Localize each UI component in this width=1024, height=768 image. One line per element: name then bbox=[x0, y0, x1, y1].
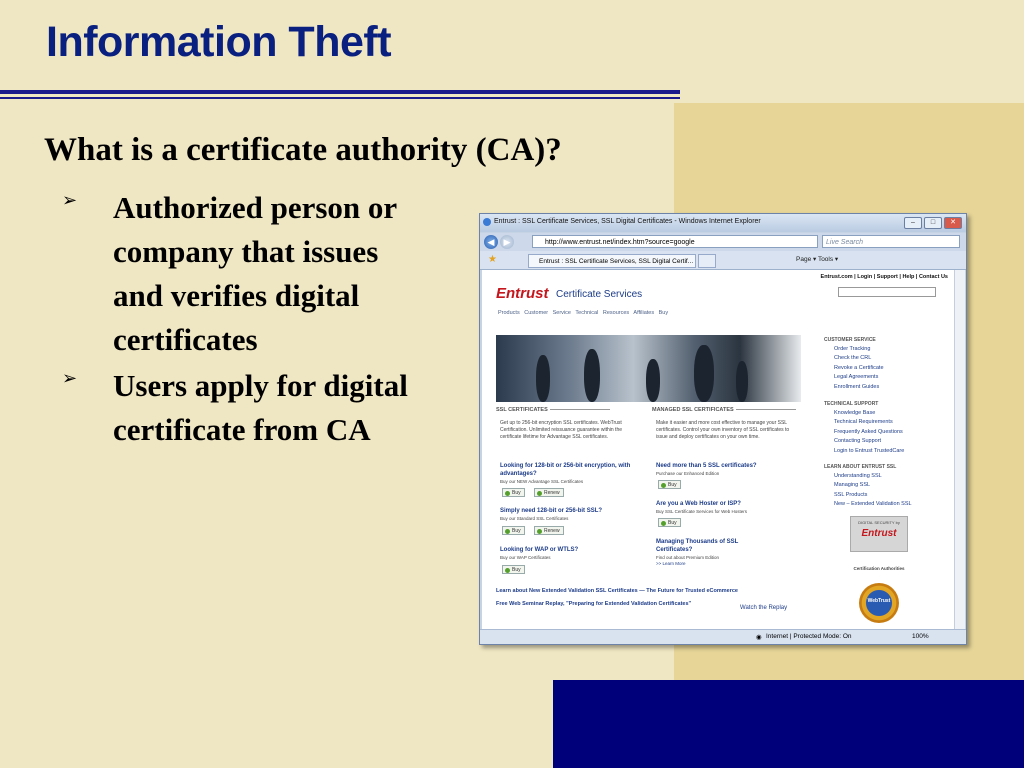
nav-products[interactable]: Products bbox=[498, 310, 520, 316]
web-page bbox=[482, 270, 954, 629]
list-item[interactable]: Legal Agreements bbox=[834, 374, 879, 381]
tech-support-list bbox=[834, 409, 904, 456]
ssl-item-title[interactable]: Simply need 128-bit or 256-bit SSL? bbox=[500, 508, 603, 514]
managed-item-sub: Buy SSL Certificate Services for Web Hosters bbox=[656, 509, 748, 514]
list-item[interactable]: Technical Requirements bbox=[834, 419, 893, 426]
status-bar bbox=[480, 629, 966, 644]
watch-replay-link[interactable]: Watch the Replay bbox=[740, 605, 788, 611]
managed-item-title[interactable]: Need more than 5 SSL certificates? bbox=[656, 463, 757, 469]
ssl-item-title[interactable]: Looking for WAP or WTLS? bbox=[500, 547, 579, 553]
managed-item-sub: Find out about Premium Edition bbox=[656, 555, 720, 560]
buy-button[interactable]: Buy bbox=[502, 526, 525, 535]
webtrust-seal[interactable] bbox=[859, 583, 899, 623]
tech-support-heading: TECHNICAL SUPPORT bbox=[824, 401, 879, 407]
ssl-heading: SSL CERTIFICATES bbox=[496, 407, 610, 413]
ie-icon bbox=[483, 218, 491, 226]
search-input[interactable]: Live Search bbox=[822, 235, 960, 248]
nav-buy[interactable]: Buy bbox=[658, 310, 669, 316]
favorites-star-icon[interactable]: ★ bbox=[488, 254, 497, 265]
list-item[interactable]: Managing SSL bbox=[834, 482, 871, 489]
learn-ssl-list bbox=[834, 472, 912, 510]
badge-logo: Entrust bbox=[861, 528, 897, 539]
buy-button[interactable]: Buy bbox=[658, 480, 681, 489]
list-item[interactable]: SSL Products bbox=[834, 491, 868, 498]
list-item[interactable]: Contacting Support bbox=[834, 438, 882, 445]
navy-corner-block bbox=[553, 680, 1024, 768]
nav-customer-service[interactable]: Customer Service bbox=[524, 310, 571, 316]
forward-icon[interactable]: ▶ bbox=[500, 235, 514, 249]
ssl-description: Get up to 256-bit encryption SSL certificates. WebTrust Certification. Unlimited reissuance guarantee within the certificate lifetime for Advantage SSL certificates. bbox=[500, 420, 623, 440]
logo-subtitle: Certificate Services bbox=[556, 289, 643, 300]
slide-title: Information Theft bbox=[46, 18, 392, 66]
site-search-input[interactable] bbox=[838, 287, 936, 297]
new-tab-button[interactable] bbox=[698, 254, 716, 268]
list-item[interactable]: Order Tracking bbox=[834, 346, 871, 352]
browser-window bbox=[479, 213, 967, 645]
nav-technical[interactable]: Technical bbox=[575, 310, 599, 316]
status-zone: Internet | Protected Mode: On bbox=[766, 633, 852, 640]
bullet-text: Users apply for digital certificate from CA bbox=[113, 368, 408, 447]
learn-more-link[interactable]: >> Learn More bbox=[656, 561, 686, 566]
webtrust-label: WebTrust bbox=[867, 598, 891, 604]
list-item[interactable]: Understanding SSL bbox=[834, 473, 882, 479]
ssl-item-sub: Buy our WAP Certificates bbox=[500, 555, 551, 560]
hero-image bbox=[496, 335, 801, 402]
back-icon[interactable]: ◀ bbox=[484, 235, 498, 249]
managed-item-title[interactable]: Managing Thousands of SSL Certificates? bbox=[656, 539, 739, 553]
maximize-button[interactable]: □ bbox=[924, 217, 942, 229]
globe-icon: ◉ bbox=[756, 634, 762, 641]
vertical-scrollbar[interactable] bbox=[954, 270, 965, 629]
renew-button[interactable]: Renew bbox=[534, 526, 564, 535]
list-item[interactable]: Enrollment Guides bbox=[834, 383, 880, 390]
close-button[interactable]: ✕ bbox=[944, 217, 962, 229]
command-bar[interactable]: Page ▾ Tools ▾ bbox=[796, 256, 839, 263]
address-row bbox=[480, 233, 966, 251]
arrow-bullet-icon: ➢ bbox=[62, 368, 78, 389]
minimize-button[interactable]: – bbox=[904, 217, 922, 229]
list-item[interactable]: Frequently Asked Questions bbox=[834, 428, 903, 435]
ca-label: Certification Authorities bbox=[853, 566, 905, 571]
buy-button[interactable]: Buy bbox=[502, 488, 525, 497]
customer-service-heading: CUSTOMER SERVICE bbox=[824, 337, 876, 343]
buy-button[interactable]: Buy bbox=[502, 565, 525, 574]
list-item[interactable]: New – Extended Validation SSL bbox=[834, 501, 912, 508]
customer-service-list bbox=[834, 345, 884, 392]
list-item[interactable]: Check the CRL bbox=[834, 355, 872, 362]
managed-ssl-heading: MANAGED SSL CERTIFICATES bbox=[652, 407, 796, 413]
managed-item-sub: Purchase our Enhanced Edition bbox=[656, 471, 720, 476]
window-titlebar bbox=[480, 214, 966, 232]
seminar-link[interactable]: Free Web Seminar Replay, "Preparing for Extended Validation Certificates" bbox=[496, 601, 692, 607]
site-nav bbox=[498, 310, 668, 316]
ev-link[interactable]: Learn about New Extended Validation SSL Certificates — The Future for Trusted eCommerce bbox=[496, 588, 738, 594]
renew-button[interactable]: Renew bbox=[534, 488, 564, 497]
managed-item-title[interactable]: Are you a Web Hoster or ISP? bbox=[656, 501, 741, 507]
address-bar[interactable]: http://www.entrust.net/index.htm?source=google bbox=[532, 235, 818, 248]
zoom-level[interactable]: 100% bbox=[912, 633, 929, 640]
ssl-item-title[interactable]: Looking for 128-bit or 256-bit encryption, with advantages? bbox=[500, 463, 631, 477]
nav-resources[interactable]: Resources bbox=[602, 310, 630, 316]
slide-question: What is a certificate authority (CA)? bbox=[44, 132, 562, 168]
entrust-badge[interactable] bbox=[850, 516, 908, 552]
tab-entrust[interactable]: Entrust : SSL Certificate Services, SSL Digital Certif... bbox=[528, 254, 696, 268]
list-item[interactable]: Knowledge Base bbox=[834, 410, 876, 416]
entrust-logo: Entrust bbox=[496, 285, 549, 302]
arrow-bullet-icon: ➢ bbox=[62, 190, 78, 211]
title-rule bbox=[0, 90, 680, 94]
top-links[interactable]: Entrust.com | Login | Support | Help | Contact Us bbox=[820, 274, 948, 280]
nav-affiliates[interactable]: Affiliates bbox=[633, 310, 655, 316]
learn-ssl-heading: LEARN ABOUT ENTRUST SSL bbox=[824, 464, 897, 470]
bullet-text: Authorized person or company that issues and verifies digital certificates bbox=[113, 190, 397, 357]
ssl-item-sub: Buy our NEW Advantage SSL Certificates bbox=[500, 479, 584, 484]
buy-button[interactable]: Buy bbox=[658, 518, 681, 527]
title-rule-thin bbox=[0, 97, 680, 99]
badge-caption: DIGITAL SECURITY by bbox=[858, 520, 900, 525]
window-title: Entrust : SSL Certificate Services, SSL Digital Certificates - Windows Internet Explorer bbox=[494, 218, 761, 225]
tab-row bbox=[480, 251, 966, 270]
list-item[interactable]: Revoke a Certificate bbox=[834, 364, 884, 371]
list-item[interactable]: Login to Entrust TrustedCare bbox=[834, 447, 905, 454]
ssl-item-sub: Buy our Standard SSL Certificates bbox=[500, 516, 569, 521]
managed-description: Make it easier and more cost effective to manage your SSL certificates. Control your own inventory of SSL certificates to issue and deploy certificates on your own time. bbox=[656, 420, 790, 440]
